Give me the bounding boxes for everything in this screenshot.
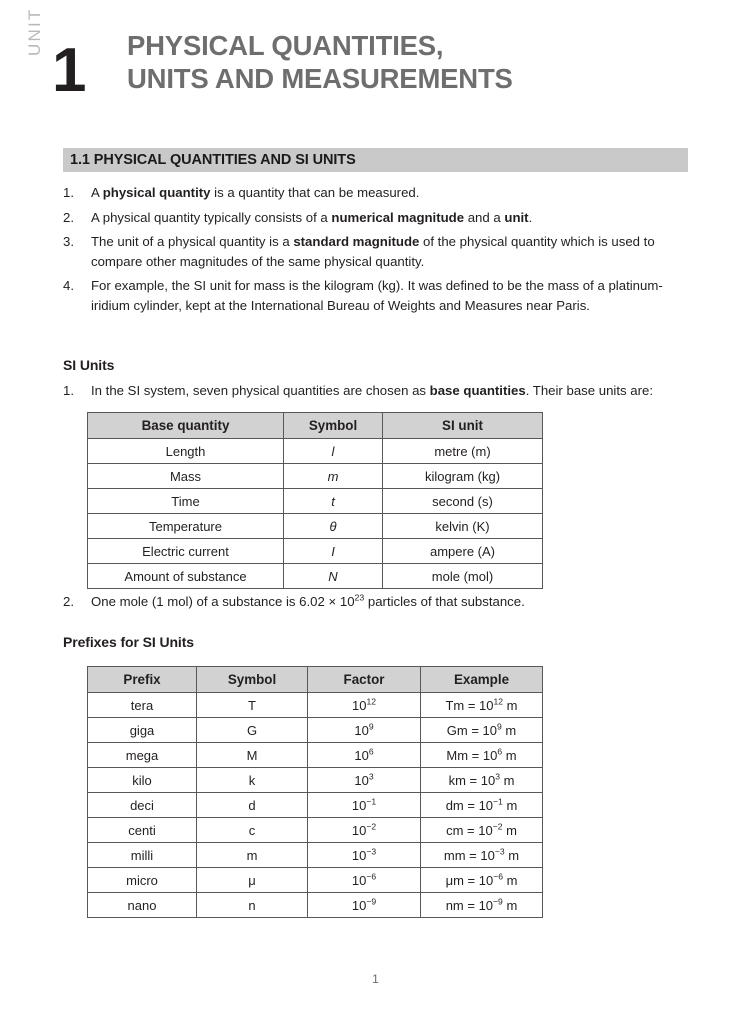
prefixes-subheading: Prefixes for SI Units (63, 634, 194, 650)
table-row (88, 514, 543, 539)
table-cell: Mass (88, 464, 284, 489)
list-item (63, 183, 688, 203)
table-cell: Electric current (88, 539, 284, 564)
table-row (88, 793, 543, 818)
list-item (63, 276, 688, 315)
text-run: For example, the SI unit for mass is the kilogram (kg). It was defined to be the mass of a platinum-iridium cylinder, kept at the International Bureau of Weights and Measures near Paris. (91, 278, 663, 313)
exponent: 12 (493, 696, 504, 707)
symbol-cell: μ (197, 868, 308, 893)
table-cell: Amount of substance (88, 564, 284, 589)
symbol-cell: G (197, 718, 308, 743)
table-row (88, 743, 543, 768)
prefix-table (87, 666, 543, 918)
text-run: . (528, 209, 533, 225)
table-cell: second (s) (383, 489, 543, 514)
list-item-number: 4. (63, 278, 74, 293)
si-units-list (63, 381, 688, 406)
example-cell: $Gm = 10^9$ m (421, 718, 543, 743)
table-row (88, 439, 543, 464)
table-header-row (88, 667, 543, 693)
prefix-cell: tera (88, 693, 197, 718)
list-item-number: 1. (63, 383, 74, 398)
example-cell: $Tm = 10^{12}$ m (421, 693, 543, 718)
text-run: and a (464, 209, 505, 225)
list-item (63, 592, 688, 612)
table-row (88, 693, 543, 718)
emphasised-term: numerical magnitude (331, 209, 465, 225)
example-cell: dm = $10^{-1}$ m (421, 793, 543, 818)
page-title-line2: UNITS AND MEASUREMENTS (127, 63, 513, 94)
table-row (88, 818, 543, 843)
list-item (63, 208, 688, 228)
column-header: Symbol (197, 667, 308, 693)
table-row (88, 464, 543, 489)
table-cell: kilogram (kg) (383, 464, 543, 489)
factor-cell: $10^3$ (308, 768, 421, 793)
column-header: Factor (308, 667, 421, 693)
example-cell: mm = $10^{-3}$ m (421, 843, 543, 868)
list-item-number: 2. (63, 594, 74, 609)
page-title-line1: PHYSICAL QUANTITIES, (127, 30, 444, 61)
list-item-text (91, 276, 688, 315)
emphasised-term: physical quantity (102, 185, 211, 200)
text-run: The unit of a physical quantity is a (91, 234, 294, 249)
column-header: SI unit (383, 413, 543, 439)
text-run: of the physical quantity which is used to compare other magnitudes of the same physical quantity. (91, 234, 655, 269)
prefix-cell: centi (88, 818, 197, 843)
table-cell: mole (mol) (383, 564, 543, 589)
unit-label: UNIT (25, 7, 44, 56)
list-item-text (91, 232, 688, 271)
unit-number: 1 (52, 36, 85, 105)
list-item (63, 381, 688, 401)
page-number: 1 (372, 972, 379, 986)
text-run: A (91, 185, 103, 200)
factor-cell: $10^{-2}$ (308, 818, 421, 843)
list-item-text (91, 208, 688, 228)
factor-cell: $10^{12}$ (308, 693, 421, 718)
exponent: 9 (368, 721, 374, 732)
column-header: Base quantity (88, 413, 284, 439)
exponent: 23 (354, 592, 365, 603)
section-heading-bar (63, 148, 688, 172)
text-run: particles of that substance. (364, 594, 525, 609)
table-row (88, 868, 543, 893)
exponent: −2 (366, 821, 377, 832)
list-item-text (91, 592, 688, 612)
column-header: Example (421, 667, 543, 693)
factor-cell: $10^{-1}$ (308, 793, 421, 818)
text-run: A physical quantity typically consists of a (91, 209, 332, 225)
exponent: 12 (366, 696, 376, 707)
example-cell: km = $10^3$ m (421, 768, 543, 793)
prefix-cell: mega (88, 743, 197, 768)
symbol-cell: k (197, 768, 308, 793)
symbol-cell: T (197, 693, 308, 718)
example-cell: $Mm = 10^6$ m (421, 743, 543, 768)
table-row (88, 539, 543, 564)
example-cell: nm = $10^{-9}$ m (421, 893, 543, 918)
table-row (88, 564, 543, 589)
list-item-text (91, 183, 688, 203)
list-item-text (91, 381, 688, 401)
table-cell: m (284, 464, 383, 489)
text-run: One mole (1 mol) of a substance is 6.02 × 10 (91, 594, 355, 609)
exponent: −3 (494, 846, 505, 857)
example-cell: cm = $10^{-2}$ m (421, 818, 543, 843)
table-header-row (88, 413, 543, 439)
exponent: −9 (366, 896, 377, 907)
text-run: . Their base units are: (525, 383, 653, 398)
factor-cell: $10^{-3}$ (308, 843, 421, 868)
table-row (88, 768, 543, 793)
table-cell: t (284, 489, 383, 514)
table-cell: metre (m) (383, 439, 543, 464)
table-cell: ampere (A) (383, 539, 543, 564)
prefix-cell: milli (88, 843, 197, 868)
emphasised-term: base quantities (429, 383, 526, 398)
symbol-cell: n (197, 893, 308, 918)
emphasised-term: standard magnitude (293, 234, 420, 249)
symbol-cell: M (197, 743, 308, 768)
exponent: −6 (493, 871, 503, 882)
factor-cell: $10^{-6}$ (308, 868, 421, 893)
si-units-subheading: SI Units (63, 357, 115, 373)
base-quantity-table (87, 412, 543, 589)
factor-cell: $10^6$ (308, 743, 421, 768)
exponent: 6 (368, 746, 374, 757)
prefix-cell: giga (88, 718, 197, 743)
column-header: Symbol (284, 413, 383, 439)
list-item-number: 2. (63, 209, 74, 225)
unit-header (0, 7, 751, 105)
table-row (88, 718, 543, 743)
exponent: 9 (496, 721, 502, 732)
list-item-number: 3. (63, 234, 74, 249)
list-item-number: 1. (63, 185, 74, 200)
text-run: In the SI system, seven physical quantities are chosen as (91, 383, 430, 398)
list-item (63, 232, 688, 271)
table-cell: I (284, 539, 383, 564)
exponent: −2 (492, 821, 503, 832)
table-cell: kelvin (K) (383, 514, 543, 539)
section-heading-text: 1.1 PHYSICAL QUANTITIES AND SI UNITS (70, 152, 356, 168)
prefix-cell: kilo (88, 768, 197, 793)
factor-cell: $10^9$ (308, 718, 421, 743)
exponent: −1 (493, 796, 503, 807)
symbol-cell: m (197, 843, 308, 868)
page-title (127, 29, 513, 95)
exponent: 3 (495, 771, 500, 782)
intro-numbered-list (63, 183, 688, 320)
exponent: 6 (497, 746, 503, 757)
factor-cell: $10^{-9}$ (308, 893, 421, 918)
exponent: −6 (366, 871, 377, 882)
table-cell: Time (88, 489, 284, 514)
exponent: −1 (366, 796, 377, 807)
table-cell: Temperature (88, 514, 284, 539)
table-row (88, 843, 543, 868)
exponent: 3 (368, 771, 374, 782)
mole-note-list (63, 592, 688, 617)
exponent: −3 (366, 846, 377, 857)
table-cell: l (284, 439, 383, 464)
exponent: −9 (493, 896, 503, 907)
symbol-cell: c (197, 818, 308, 843)
symbol-cell: d (197, 793, 308, 818)
prefix-cell: nano (88, 893, 197, 918)
table-cell: N (284, 564, 383, 589)
prefix-cell: deci (88, 793, 197, 818)
table-cell: Length (88, 439, 284, 464)
column-header: Prefix (88, 667, 197, 693)
emphasised-term: unit (504, 209, 529, 225)
table-row (88, 893, 543, 918)
table-row (88, 489, 543, 514)
table-cell: θ (284, 514, 383, 539)
prefix-cell: micro (88, 868, 197, 893)
example-cell: $\mu m = 10^{-6}$ m (421, 868, 543, 893)
text-run: is a quantity that can be measured. (210, 185, 420, 200)
